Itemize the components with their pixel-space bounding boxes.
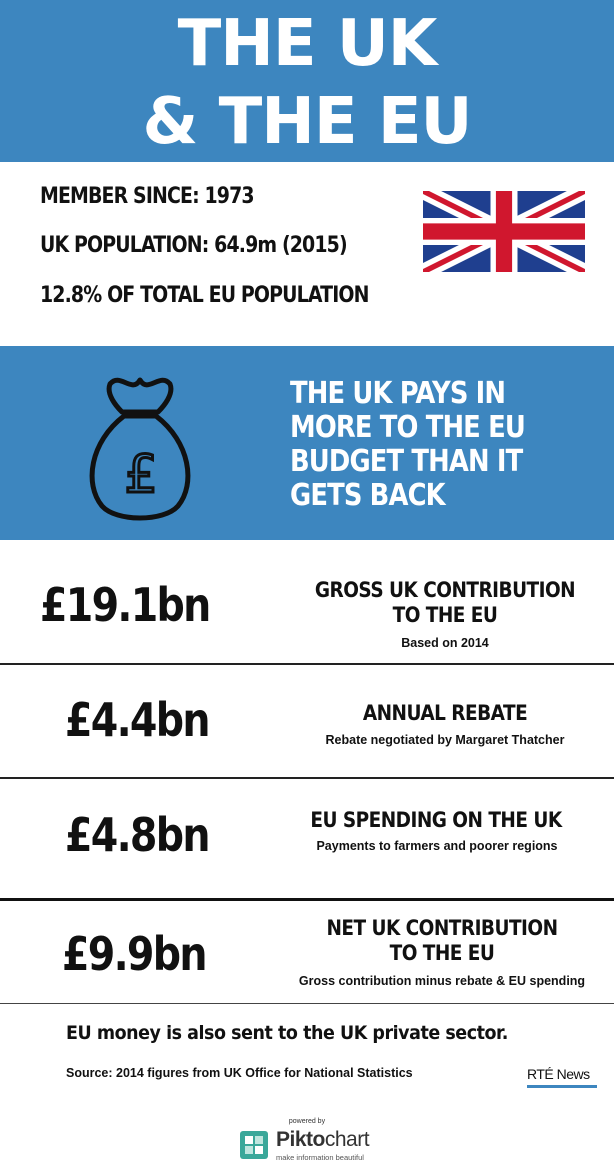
- annual-rebate-title-line-1: ANNUAL REBATE: [362, 701, 528, 725]
- gross-contribution-title-line-1: GROSS UK CONTRIBUTION: [314, 578, 576, 602]
- piktochart-logo[interactable]: [238, 1127, 378, 1163]
- annual-rebate-note: Rebate negotiated by Margaret Thatcher: [325, 733, 565, 747]
- piktochart-wordmark: [276, 1128, 369, 1152]
- svg-text:£: £: [124, 445, 158, 505]
- fact-member-since: MEMBER SINCE: 1973: [40, 184, 254, 209]
- rte-news-logo-underline: [527, 1085, 597, 1088]
- budget-line-3: BUDGET THAN IT: [290, 444, 523, 479]
- private-sector-note: EU money is also sent to the UK private sector.: [66, 1022, 508, 1044]
- gross-contribution-title-line-2: TO THE EU: [392, 603, 498, 627]
- piktochart-tagline: make information beautiful: [276, 1153, 364, 1162]
- source-citation: Source: 2014 figures from UK Office for National Statistics: [66, 1066, 413, 1080]
- budget-line-4: GETS BACK: [290, 478, 445, 513]
- eu-spending-title-line-1: EU SPENDING ON THE UK: [310, 808, 562, 832]
- fact-uk-population: UK POPULATION: 64.9m (2015): [40, 233, 347, 258]
- gross-contribution-amount: £19.1bn: [40, 578, 210, 632]
- title-line-1: THE UK: [177, 7, 437, 81]
- rte-news-logo-text: RTÉ News: [527, 1066, 590, 1082]
- budget-line-2: MORE TO THE EU: [290, 410, 525, 445]
- annual-rebate-title: [295, 701, 595, 726]
- gross-contribution-title: [295, 578, 595, 628]
- eu-spending-title: [286, 808, 586, 833]
- title-banner: [0, 0, 614, 162]
- budget-line-1: THE UK PAYS IN: [290, 376, 506, 411]
- union-jack-flag-icon: [423, 191, 585, 272]
- net-contribution-row: [0, 901, 614, 1004]
- gross-contribution-row: [0, 540, 614, 665]
- annual-rebate-row: [0, 665, 614, 779]
- rte-news-logo: [527, 1066, 597, 1088]
- piktochart-wordmark-bold: Pikto: [276, 1128, 325, 1151]
- title-line-2: & THE EU: [142, 85, 472, 159]
- piktochart-icon: [238, 1129, 270, 1161]
- net-contribution-title-line-2: TO THE EU: [389, 941, 495, 965]
- piktochart-wordmark-light: chart: [324, 1128, 370, 1151]
- powered-by-label: powered by: [288, 1118, 326, 1125]
- annual-rebate-amount: £4.4bn: [65, 693, 209, 747]
- net-contribution-amount: £9.9bn: [62, 927, 206, 981]
- fact-eu-population-share: 12.8% OF TOTAL EU POPULATION: [40, 283, 369, 308]
- budget-section: [0, 346, 614, 540]
- money-bag-pound-icon: [80, 364, 200, 526]
- eu-spending-row: [0, 779, 614, 901]
- net-contribution-title-line-1: NET UK CONTRIBUTION: [326, 916, 558, 940]
- eu-spending-note: Payments to farmers and poorer regions: [316, 839, 558, 853]
- eu-spending-amount: £4.8bn: [65, 808, 209, 862]
- gross-contribution-note: Based on 2014: [401, 636, 489, 650]
- net-contribution-note: Gross contribution minus rebate & EU spending: [298, 974, 586, 988]
- facts-section: [0, 162, 614, 346]
- net-contribution-title: [292, 916, 592, 966]
